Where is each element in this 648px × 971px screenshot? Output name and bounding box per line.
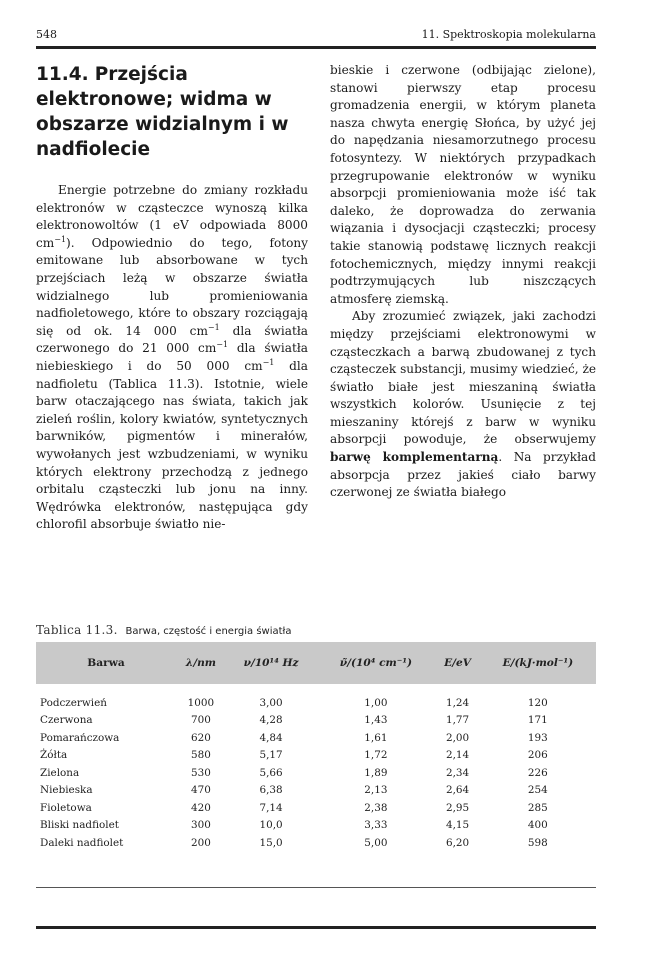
column-header: λ/nm <box>185 657 216 669</box>
table-container <box>36 642 596 852</box>
section-title: Przejścia elektronowe; widma w obszarze widzialnym i w nadfiolecie <box>36 64 289 160</box>
table-bottom-rule <box>36 887 596 888</box>
table-caption <box>36 623 596 637</box>
column-header: ν/10¹⁴ Hz <box>243 657 299 669</box>
table-row: Podczerwień 1000 3,00 1,00 1,24 120 <box>40 696 548 709</box>
table-caption-text: Barwa, częstość i energia światła <box>125 626 292 637</box>
paragraph-complementary: Aby zrozumieć związek, jaki zachodzi między przejściami elektronowymi w cząsteczkach a barwą zbudowanej z tych cząsteczek substancji, musimy wiedzieć, że światło białe jest mieszaniną światła wszystkich kolorów. Usunięcie z tej mieszaniny którejś z barw w wyniku absorpcji powoduje, że obserwujemy barwę komplementarną. Na przykład absorpcja przez jakieś ciało barwy czerwonej ze światła białego <box>330 309 596 500</box>
table-row: Niebieska 470 6,38 2,13 2,64 254 <box>40 784 548 797</box>
table-row: Zielona 530 5,66 1,89 2,34 226 <box>40 766 548 779</box>
left-column <box>36 62 308 534</box>
section-heading <box>36 62 308 162</box>
section-number: 11.4. <box>36 64 89 85</box>
column-header: E/(kJ·mol⁻¹) <box>502 657 574 669</box>
paragraph-energy: Energie potrzebne do zmiany rozkładu elektronów w cząsteczce wynoszą kilka elektronowoltów (1 eV odpowiada 8000 $cm^{-1}$). Odpowiednio do tego, fotony emitowane lub absorbowane w tych przejściach leżą w obszarze światła widzialnego lub promieniowania nadfioletowego, które to obszary rozciągają się od ok. 14 000 $cm^{-1}$ dla światła czerwonego do 21 000 $cm^{-1}$ dla światła niebieskiego i do 50 000 $cm^{-1}$ dla nadfioletu (Tablica 11.3). Istotnie, wiele barw otaczającego nas świata, takich jak zieleń roślin, kolory kwiatów, syntetycznych barwników, pigmentów i minerałów, wywołanych jest wzbudzeniami, w wyniku których elektrony przechodzą z jednego orbitalu cząsteczki lub jonu na inny. Wędrówka elektronów, następująca gdy chlorofil absorbuje światło nie- <box>36 183 308 532</box>
column-header: ν̃/(10⁴ cm⁻¹) <box>339 657 412 669</box>
column-header: Barwa <box>87 657 125 669</box>
header-rule <box>36 46 596 49</box>
table-row: Bliski nadfiolet 300 10,0 3,33 4,15 400 <box>40 819 548 832</box>
footer-rule <box>36 926 596 929</box>
table-row: Pomarańczowa 620 4,84 1,61 2,00 193 <box>40 731 548 744</box>
table-label: Tablica 11.3. <box>36 623 118 637</box>
page-number: 548 <box>36 28 57 41</box>
keyword-complementary-color: barwę komplementarną <box>330 450 499 465</box>
running-header <box>36 28 596 44</box>
chapter-title: 11. Spektroskopia molekularna <box>421 28 596 41</box>
table-row: Czerwona 700 4,28 1,43 1,77 171 <box>40 714 548 727</box>
color-energy-table <box>36 642 596 852</box>
table-row: Fioletowa 420 7,14 2,38 2,95 285 <box>40 801 548 814</box>
paragraph-chlorophyll: bieskie i czerwone (odbijając zielone), stanowi pierwszy etap procesu gromadzenia energii, w którym planeta nasza chwyta energię Słońca, by użyć jej do napędzania niesamorzutnego procesu fotosyntezy. W niektórych przypadkach przegrupowanie elektronów w wyniku absorpcji promieniowania może iść tak daleko, że doprowadza do zerwania wiązania i dysocjacji cząsteczki; procesy takie stanowią podstawę licznych reakcji fotochemicznych, między innymi reakcji podtrzymujących lub niszczących atmosferę ziemską. <box>330 63 596 306</box>
table-row: Żółta 580 5,17 1,72 2,14 206 <box>40 749 548 762</box>
column-header: E/eV <box>444 657 471 669</box>
table-header-row <box>36 642 596 684</box>
right-column <box>330 62 596 502</box>
table-row: Daleki nadfiolet 200 15,0 5,00 6,20 598 <box>40 836 548 849</box>
